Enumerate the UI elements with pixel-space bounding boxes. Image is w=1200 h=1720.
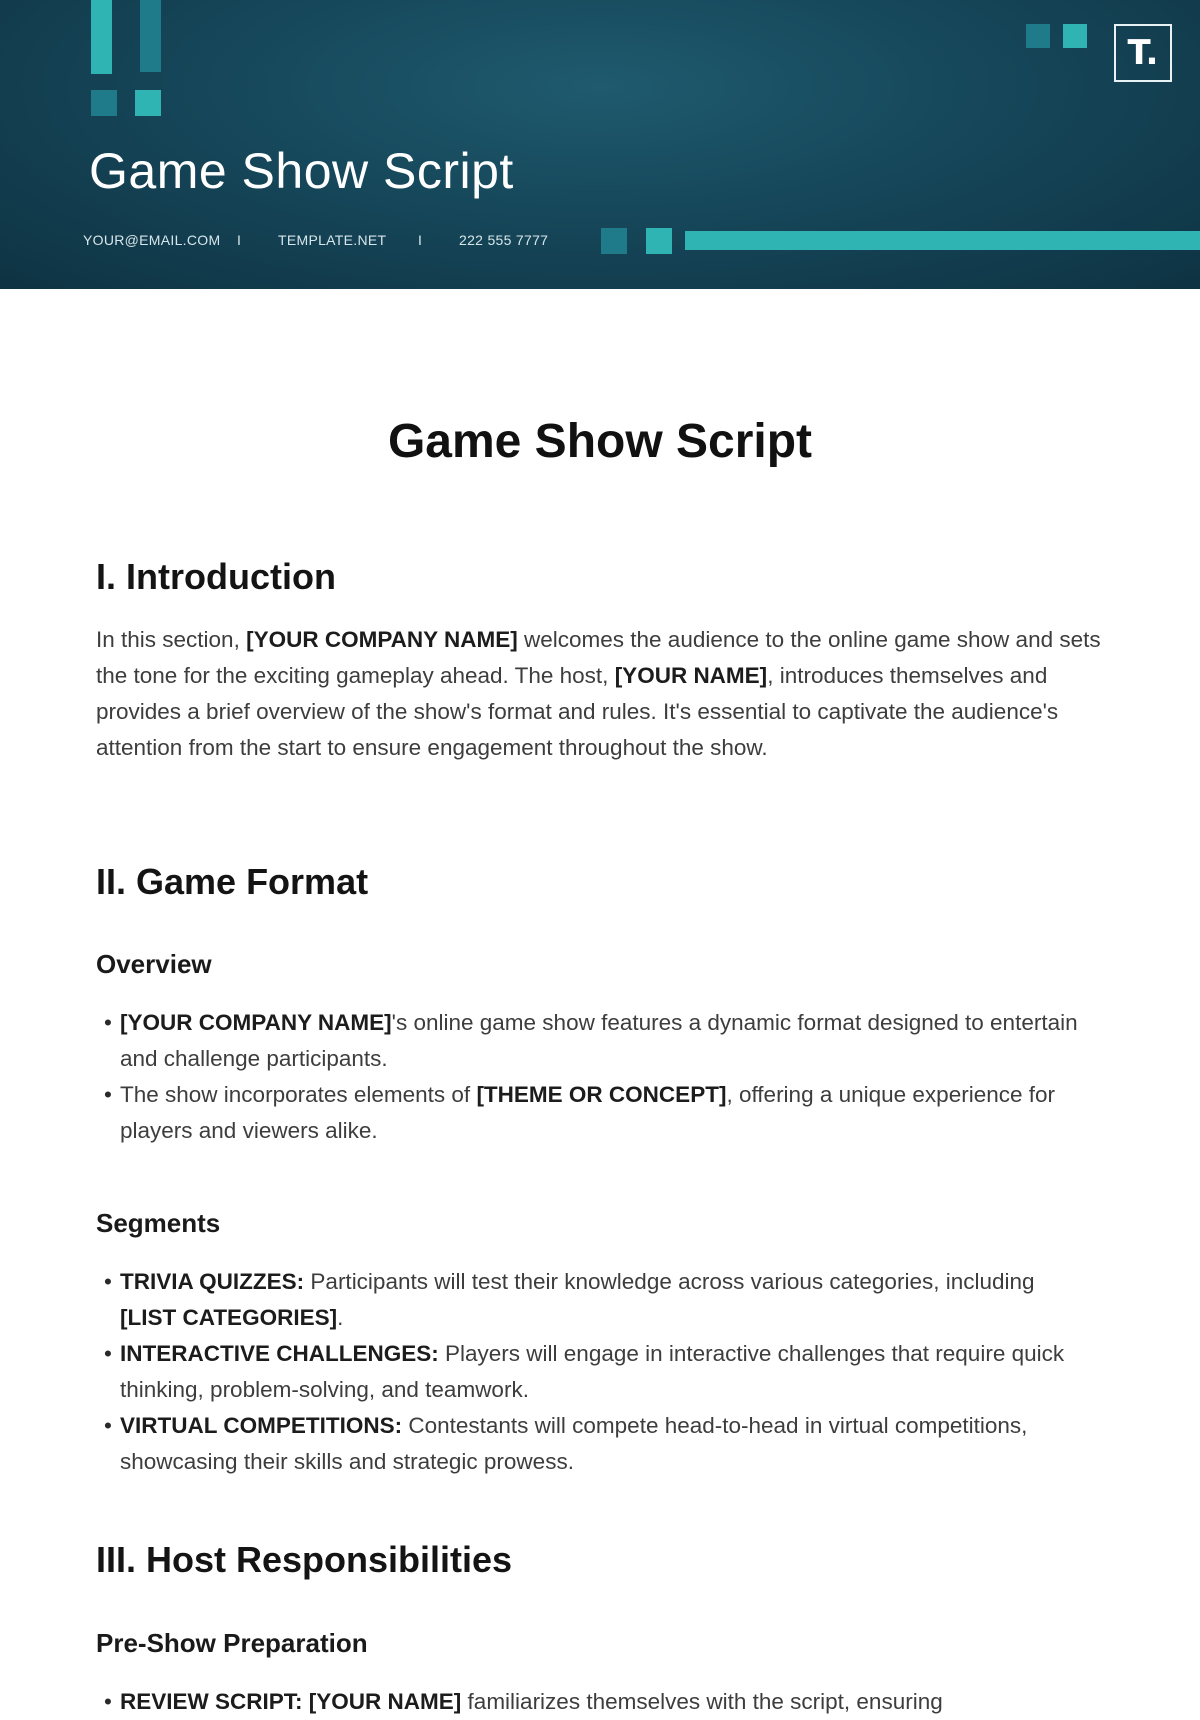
subheading-pre-show-preparation: Pre-Show Preparation bbox=[96, 1628, 368, 1658]
list-item: • TRIVIA QUIZZES: Participants will test their knowledge across various categories, including [LIST CATEGORIES]. bbox=[96, 1264, 1096, 1336]
contact-separator: I bbox=[237, 232, 242, 248]
decor-stripe bbox=[685, 231, 1200, 250]
contact-phone: 222 555 7777 bbox=[459, 232, 549, 248]
template-logo-icon: T. bbox=[1114, 24, 1172, 82]
decor-square bbox=[1026, 24, 1050, 48]
list-item: • The show incorporates elements of [THEME OR CONCEPT], offering a unique experience for players and viewers alike. bbox=[96, 1077, 1096, 1149]
contact-email: YOUR@EMAIL.COM bbox=[83, 232, 221, 248]
pre-show-list bbox=[96, 1684, 1096, 1720]
contact-website: TEMPLATE.NET bbox=[278, 232, 387, 248]
decor-square bbox=[1063, 24, 1087, 48]
section-heading-host-responsibilities: III. Host Responsibilities bbox=[96, 1539, 513, 1580]
contact-separator: I bbox=[418, 232, 423, 248]
decor-bar-left-dark bbox=[140, 0, 161, 72]
list-item: • INTERACTIVE CHALLENGES: Players will engage in interactive challenges that require quick thinking, problem-solving, and teamwork. bbox=[96, 1336, 1096, 1408]
overview-list bbox=[96, 1005, 1096, 1149]
section-heading-introduction: I. Introduction bbox=[96, 556, 336, 597]
list-item: • REVIEW SCRIPT: [YOUR NAME] familiarizes themselves with the script, ensuring bbox=[96, 1684, 1096, 1720]
decor-bar-left bbox=[91, 0, 112, 74]
header-banner bbox=[0, 0, 1200, 289]
introduction-paragraph: In this section, [YOUR COMPANY NAME] welcomes the audience to the online game show and sets the tone for the exciting gameplay ahead. The host, [YOUR NAME], introduces themselves and provides a brief overview of the show's format and rules. It's essential to captivate the audience's attention from the start to ensure engagement throughout the show. bbox=[96, 627, 1101, 760]
section-heading-game-format: II. Game Format bbox=[96, 861, 369, 902]
subheading-overview: Overview bbox=[96, 949, 212, 979]
segments-list bbox=[96, 1264, 1096, 1480]
decor-square bbox=[601, 228, 627, 254]
list-item: • [YOUR COMPANY NAME]'s online game show features a dynamic format designed to entertain and challenge participants. bbox=[96, 1005, 1096, 1077]
banner-title: Game Show Script bbox=[89, 143, 514, 199]
list-item: • VIRTUAL COMPETITIONS: Contestants will compete head-to-head in virtual competitions, showcasing their skills and strategic prowess. bbox=[96, 1408, 1096, 1480]
decor-square bbox=[646, 228, 672, 254]
document-title: Game Show Script bbox=[387, 415, 813, 468]
decor-square bbox=[91, 90, 117, 116]
decor-square bbox=[135, 90, 161, 116]
subheading-segments: Segments bbox=[96, 1208, 221, 1238]
